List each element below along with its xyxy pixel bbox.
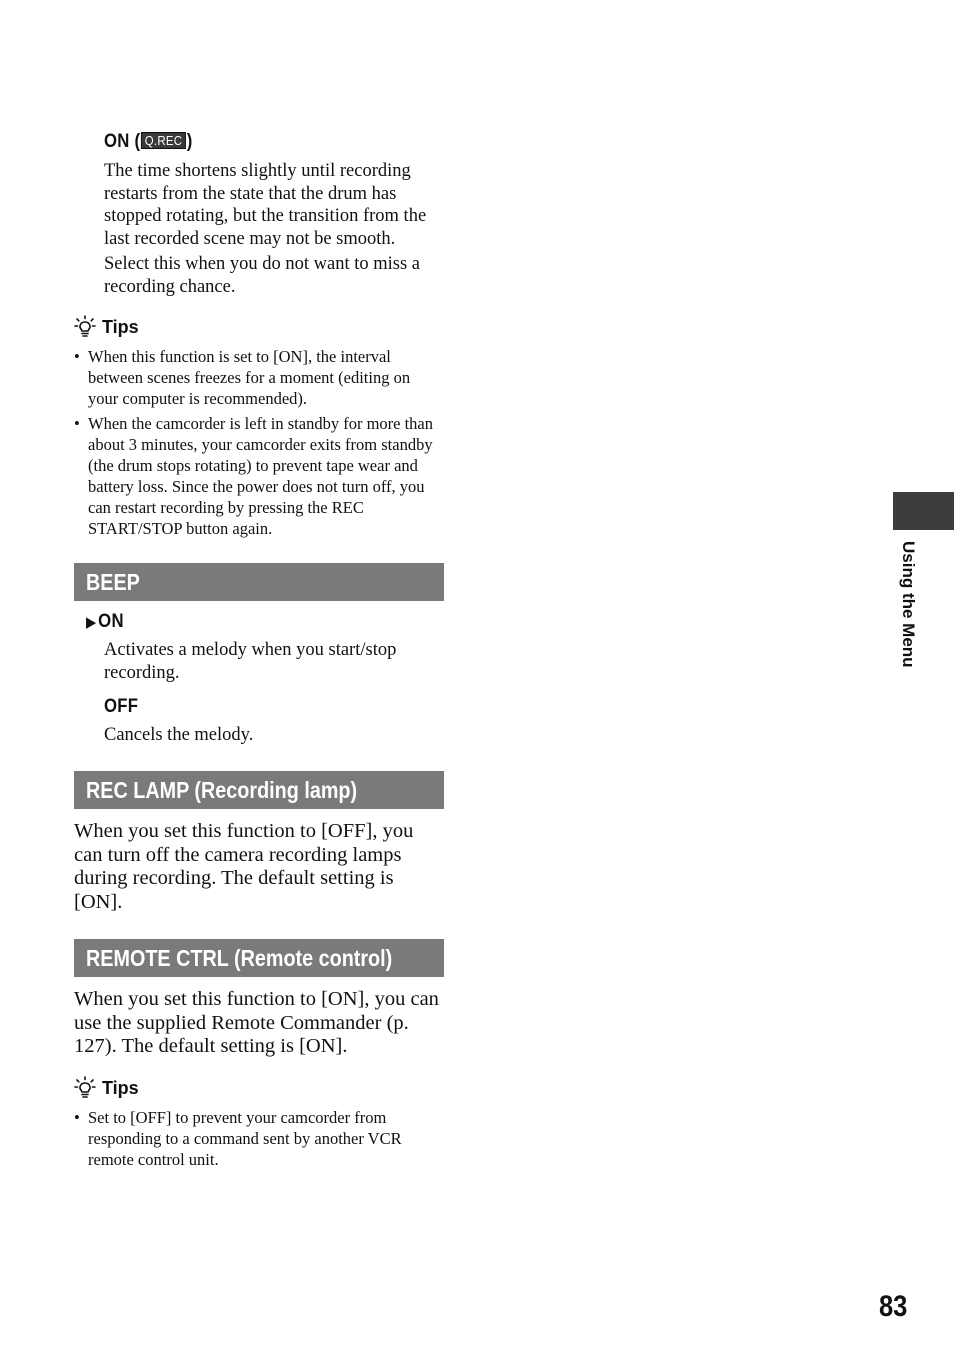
tips-heading: Tips [74, 1076, 139, 1100]
list-item: • When the camcorder is left in standby for more than about 3 minutes, your camcorder exits from standby (the drum stops rotating) to prevent tape wear and battery loss. Since the power does not turn off, you can restart recording by pressing the REC START/STOP button again. [74, 413, 444, 539]
tips-list [74, 346, 444, 543]
list-item: • When this function is set to [ON], the interval between scenes freezes for a moment (editing on your computer is recommended). [74, 346, 444, 409]
chapter-label: Using the Menu [899, 541, 918, 668]
beep-on-description: Activates a melody when you start/stop recording. [104, 640, 397, 683]
qrec-description: The time shortens slightly until recording restarts from the state that the drum has stopped rotating, but the transition from the last recorded scene may not be smooth. [104, 161, 427, 249]
list-item: • Set to [OFF] to prevent your camcorder from responding to a command sent by another VCR remote control unit. [74, 1107, 444, 1170]
beep-off-description: Cancels the melody. [104, 725, 254, 745]
qrec-option-heading: ON ( Q.REC ) [104, 131, 193, 152]
chapter-tab [893, 492, 954, 530]
beep-off-heading: OFF [104, 696, 139, 717]
lightbulb-icon [74, 315, 96, 339]
section-header-beep: BEEP [74, 563, 444, 601]
page-number: 83 [879, 1290, 908, 1323]
section-header-remote-ctrl: REMOTE CTRL (Remote control) [74, 939, 444, 977]
default-setting-arrow-icon: ▶ [86, 614, 97, 631]
tips-list [74, 1107, 444, 1174]
qrec-badge: Q.REC [141, 132, 186, 149]
qrec-note: Select this when you do not want to miss a recording chance. [104, 254, 421, 297]
beep-on-heading: ▶ON [86, 611, 124, 632]
lightbulb-icon [74, 1076, 96, 1100]
section-header-rec-lamp: REC LAMP (Recording lamp) [74, 771, 444, 809]
tips-heading: Tips [74, 315, 139, 339]
remote-ctrl-description: When you set this function to [ON], you can use the supplied Remote Commander (p. 127). The default setting is [ON]. [74, 988, 439, 1057]
rec-lamp-description: When you set this function to [OFF], you can turn off the camera recording lamps during recording. The default setting is [ON]. [74, 820, 414, 913]
